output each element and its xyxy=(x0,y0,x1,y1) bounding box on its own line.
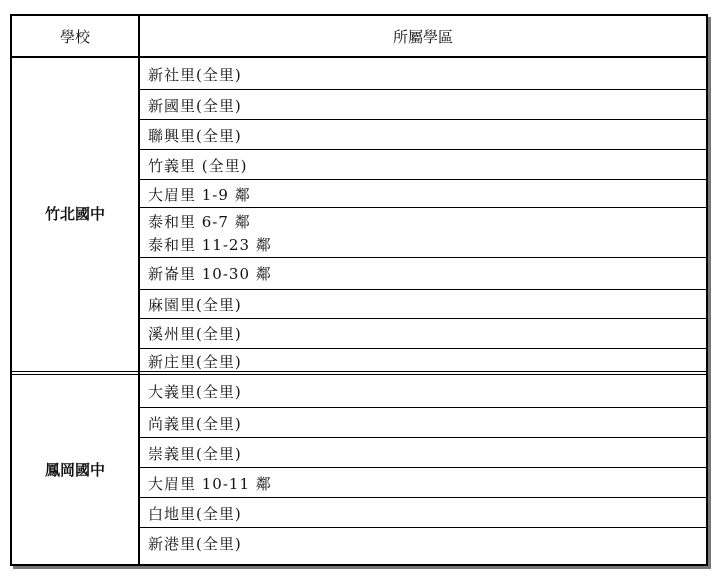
row-divider xyxy=(139,207,707,208)
row-divider xyxy=(139,119,707,120)
district-row-line: 泰和里 6-7 鄰 xyxy=(148,213,251,231)
school-name: 竹北國中 xyxy=(44,205,105,223)
district-row: 新社里(全里) xyxy=(148,66,242,84)
district-row: 新港里(全里) xyxy=(148,535,242,553)
district-row: 麻園里(全里) xyxy=(148,296,242,314)
district-row: 大眉里 1-9 鄰 xyxy=(148,186,251,204)
row-divider xyxy=(139,437,707,438)
header-district: 所屬學區 xyxy=(392,28,453,46)
district-row: 大眉里 10-11 鄰 xyxy=(148,475,272,493)
school-name: 鳳岡國中 xyxy=(44,461,105,479)
row-divider xyxy=(139,149,707,150)
row-divider xyxy=(139,348,707,349)
district-row: 白地里(全里) xyxy=(148,505,242,523)
row-divider xyxy=(139,318,707,319)
column-divider xyxy=(138,14,140,566)
district-row: 聯興里(全里) xyxy=(148,127,242,145)
row-divider xyxy=(139,289,707,290)
row-divider xyxy=(139,179,707,180)
row-divider xyxy=(139,89,707,90)
district-row: 新國里(全里) xyxy=(148,97,242,115)
district-row: 溪州里(全里) xyxy=(148,325,242,343)
row-divider xyxy=(139,467,707,468)
district-row: 竹義里 (全里) xyxy=(148,157,248,175)
header-school: 學校 xyxy=(59,28,90,46)
row-divider xyxy=(139,257,707,258)
district-row-line: 泰和里 11-23 鄰 xyxy=(148,236,272,254)
district-row: 新庄里(全里) xyxy=(148,353,242,371)
district-row: 崇義里(全里) xyxy=(148,445,242,463)
group-divider xyxy=(10,371,708,375)
row-divider xyxy=(139,527,707,528)
row-divider xyxy=(139,407,707,408)
district-row: 新崙里 10-30 鄰 xyxy=(148,265,272,283)
row-divider xyxy=(139,497,707,498)
district-row: 尚義里(全里) xyxy=(148,415,242,433)
district-row: 大義里(全里) xyxy=(148,383,242,401)
